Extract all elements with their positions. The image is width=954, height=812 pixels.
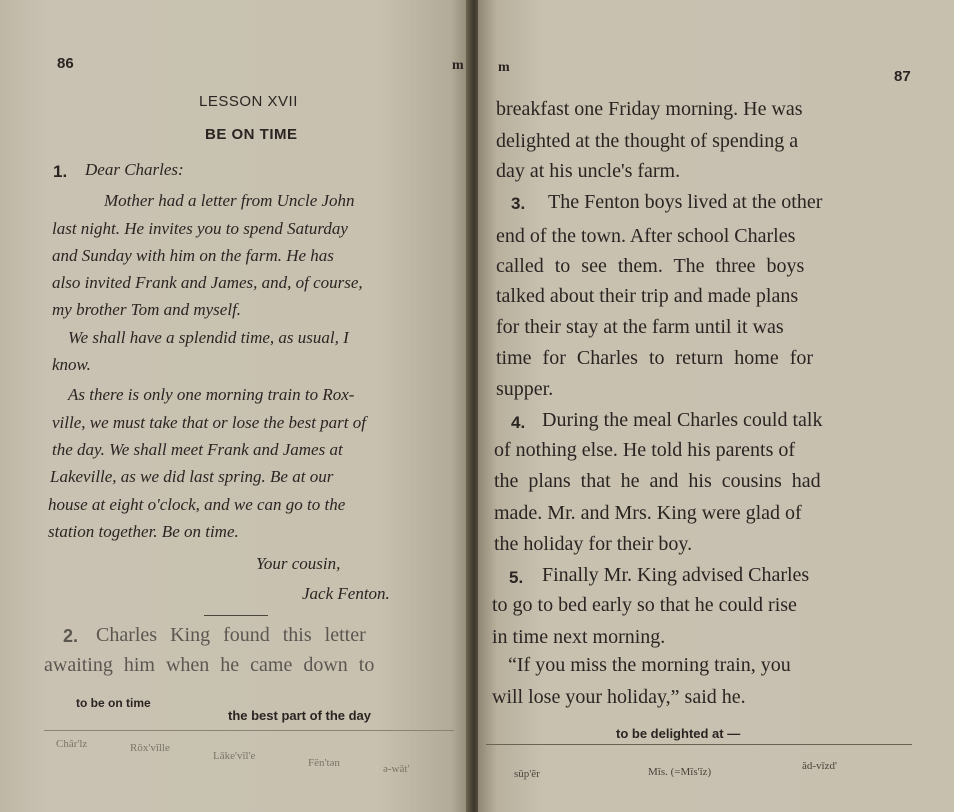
text-line: for their stay at the farm until it was: [496, 316, 784, 338]
divider-rule: [486, 744, 912, 745]
letter-line: the day. We shall meet Frank and James at: [52, 440, 343, 459]
paragraph-number: 4.: [511, 413, 526, 432]
letter-line: station together. Be on time.: [48, 522, 239, 541]
page-number: 87: [894, 68, 911, 85]
text-line: the holiday for their boy.: [494, 533, 693, 555]
lesson-subtitle: BE ON TIME: [205, 126, 298, 143]
vocab-phrase: to be on time: [76, 696, 151, 710]
text-line: end of the town. After school Charles: [496, 225, 796, 247]
letter-line: Mother had a letter from Uncle John: [104, 191, 355, 210]
pronunciation: Châr'lz: [56, 738, 88, 750]
pronunciation: sŭp'ẽr: [514, 768, 540, 780]
letter-line: last night. He invites you to spend Saturday: [52, 219, 348, 238]
letter-line: Lakeville, as we did last spring. Be at our: [50, 467, 334, 486]
paragraph-number: 1.: [53, 162, 68, 181]
letter-line: also invited Frank and James, and, of course,: [52, 273, 363, 292]
letter-line: house at eight o'clock, and we can go to the: [48, 495, 346, 514]
paragraph-number: 2.: [63, 626, 79, 646]
text-line: During the meal Charles could talk: [542, 409, 823, 431]
letter-line: and Sunday with him on the farm. He has: [52, 246, 334, 265]
text-line: talked about their trip and made plans: [496, 285, 799, 307]
pronunciation: ə-wāt': [383, 763, 410, 775]
pronunciation: Lāke'vĭl'e: [213, 750, 256, 762]
text-line: of nothing else. He told his parents of: [494, 439, 796, 461]
text-line: time for Charles to return home for: [496, 347, 814, 369]
text-line: delighted at the thought of spending a: [496, 130, 799, 152]
header-mark: m: [452, 58, 464, 73]
text-line: the plans that he and his cousins had: [494, 470, 821, 492]
divider-rule: [204, 615, 268, 616]
text-line: supper.: [496, 378, 554, 400]
text-line: in time next morning.: [492, 626, 666, 648]
page-number: 86: [57, 55, 74, 72]
left-page: [0, 0, 470, 812]
text-line: The Fenton boys lived at the other: [548, 191, 823, 213]
pronunciation: Mĭs. (=Mĭs'ĭz): [648, 766, 712, 778]
text-line: breakfast one Friday morning. He was: [496, 98, 803, 120]
text-line: made. Mr. and Mrs. King were glad of: [494, 502, 802, 524]
letter-line: We shall have a splendid time, as usual, I: [68, 328, 349, 347]
paragraph-number: 5.: [509, 568, 524, 587]
pronunciation: Rŏx'vĭlle: [130, 742, 170, 754]
pronunciation: ăd-vīzd': [802, 760, 837, 772]
right-page: [478, 0, 954, 812]
text-line: will lose your holiday,” said he.: [492, 686, 746, 708]
divider-rule: [44, 730, 454, 731]
letter-salutation: Dear Charles:: [85, 160, 184, 179]
letter-closing: Your cousin,: [256, 554, 341, 573]
letter-line: know.: [52, 355, 91, 374]
letter-line: my brother Tom and myself.: [52, 300, 242, 319]
text-line: Finally Mr. King advised Charles: [542, 564, 810, 586]
letter-line: As there is only one morning train to Rox-: [68, 385, 355, 404]
vocab-phrase: the best part of the day: [228, 708, 372, 723]
paragraph-number: 3.: [511, 194, 526, 213]
text-line: “If you miss the morning train, you: [508, 654, 791, 676]
text-line: day at his uncle's farm.: [496, 160, 681, 182]
text-line: called to see them. The three boys: [496, 255, 805, 277]
text-line: awaiting him when he came down to: [44, 654, 375, 676]
text-line: to go to bed early so that he could rise: [492, 594, 797, 616]
lesson-title: LESSON XVII: [199, 93, 298, 110]
header-mark: m: [498, 60, 510, 75]
pronunciation: Fĕn'tən: [308, 757, 340, 769]
text-line: Charles King found this letter: [96, 624, 366, 646]
vocab-phrase: to be delighted at —: [616, 726, 741, 741]
letter-line: ville, we must take that or lose the best part of: [52, 413, 366, 432]
letter-signature: Jack Fenton.: [302, 584, 390, 603]
